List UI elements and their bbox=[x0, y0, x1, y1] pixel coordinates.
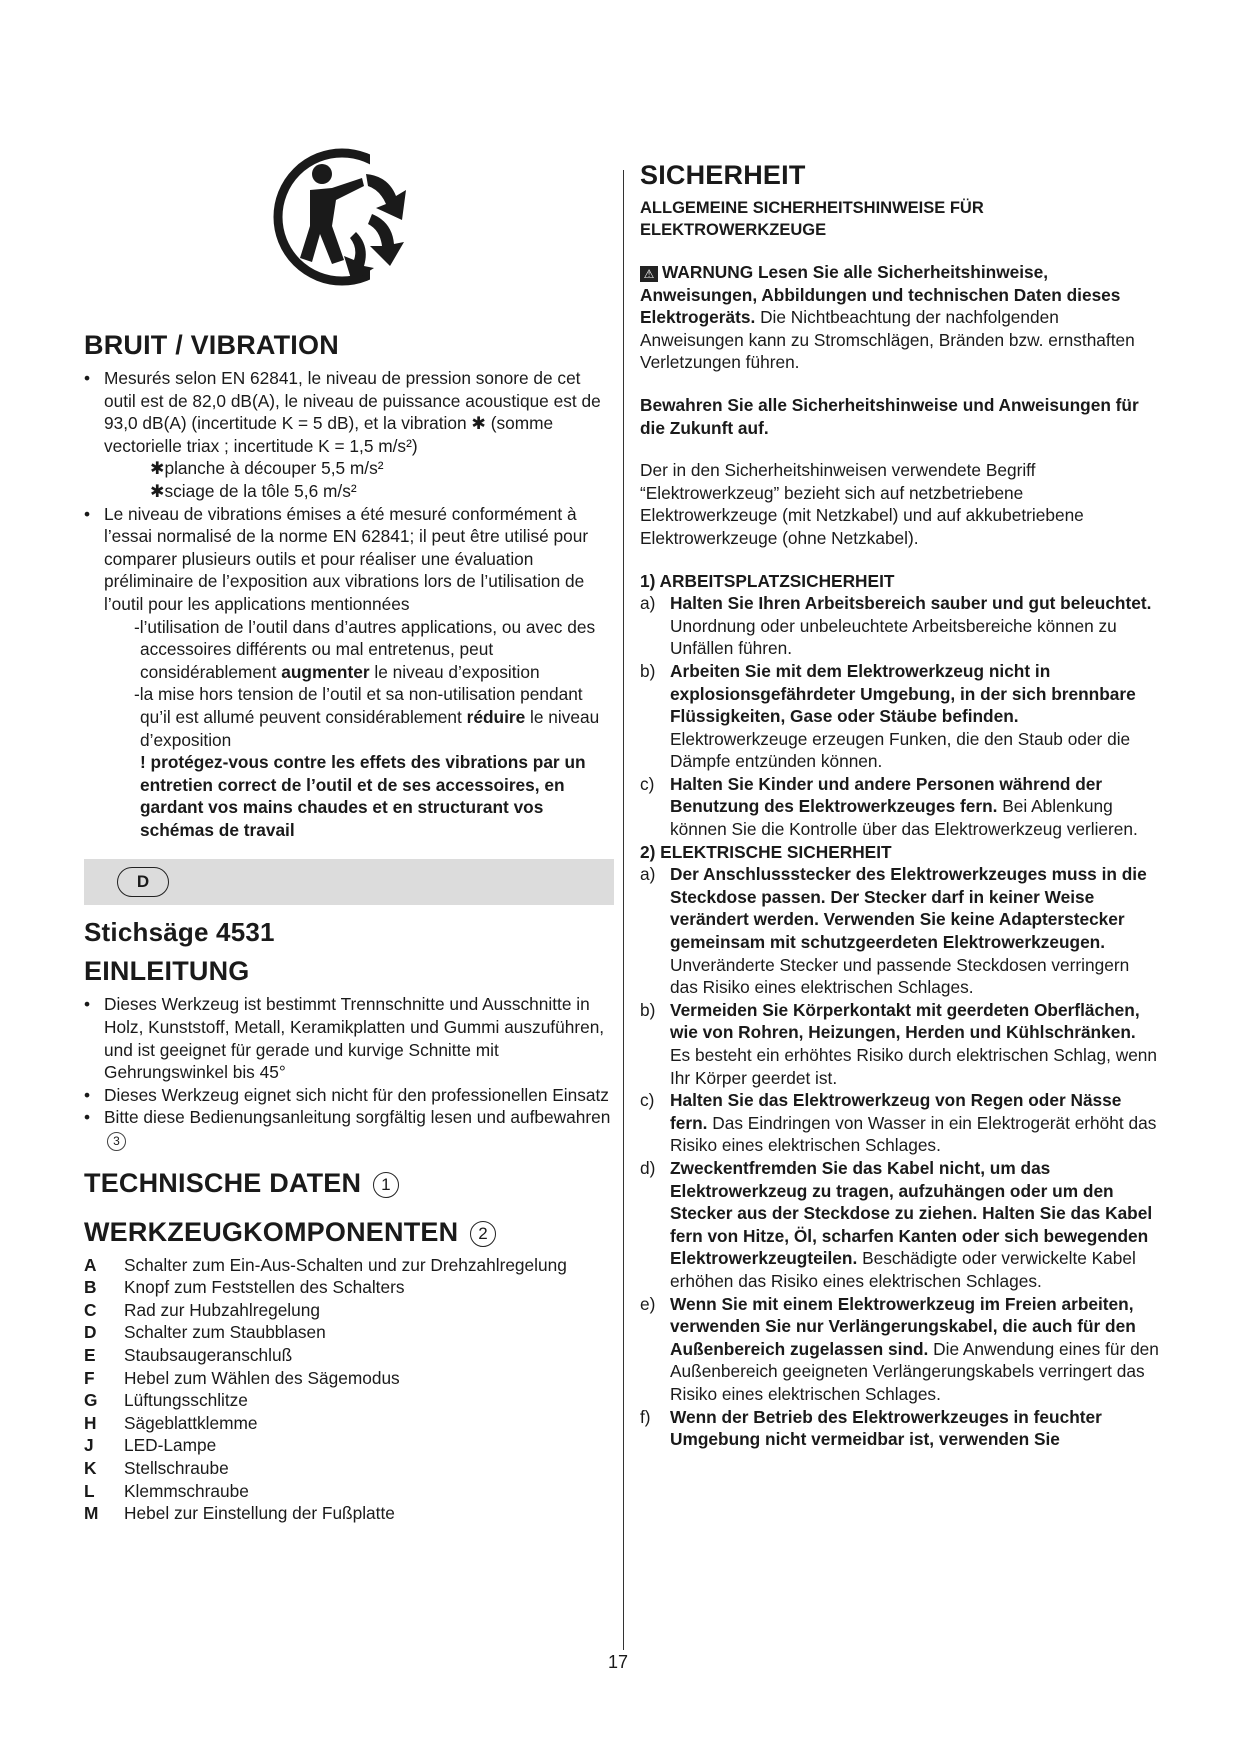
recycle-triman-icon bbox=[270, 142, 420, 292]
noise-measurement-body: Mesurés selon EN 62841, le niveau de pression sonore de cet outil est de 82,0 dB(A), le niveau de puissance acoustique est de 93,0 dB(A) (incertitude K = 5 dB), et la vibration ✱ (somme vectorielle triax ; incertitude K = 1,5 m/s²) bbox=[104, 368, 601, 456]
vibration-increase-note: -l’utilisation de l’outil dans d’autres applications, ou avec des accessoires différents ou mal entretenus, peut considérablement augmenter le niveau d’exposition bbox=[134, 616, 596, 682]
vibration-level-body: Le niveau de vibrations émises a été mesuré conformément à l’essai normalisé de la norme EN 62841; il peut être utilisé pour comparer plusieurs outils et pour réaliser une évaluation préliminaire de l’exposition aux vibrations lors de l’utilisation de l’outil pour les applications mentionnées bbox=[104, 503, 589, 614]
noise-list bbox=[84, 367, 614, 841]
safety-item: a) Halten Sie Ihren Arbeitsbereich sauber und gut beleuchtet. Unordnung oder unbeleuchtete Arbeitsbereiche können zu Unfällen führen. bbox=[640, 593, 1152, 659]
noise-measurement-text bbox=[84, 367, 614, 503]
component-row: G Lüftungsschlitze bbox=[84, 1390, 248, 1411]
component-row: D Schalter zum Staubblasen bbox=[84, 1322, 326, 1343]
page-number: 17 bbox=[608, 1652, 629, 1672]
language-badge: D bbox=[117, 867, 169, 897]
component-row: B Knopf zum Feststellen des Schalters bbox=[84, 1277, 405, 1298]
safety-item: c) Halten Sie Kinder und andere Personen während der Benutzung des Elektrowerkzeuges fern. Bei Ablenkung können Sie die Kontrolle über das Elektrowerkzeug verlieren. bbox=[640, 773, 1138, 840]
safety-item: a) Der Anschlussstecker des Elektrowerkzeuges muss in die Steckdose passen. Der Stecker darf in keiner Weise verändert werden. Verwenden Sie keine Adapterstecker gemeinsam mit schutzgeerdeten Elektrowerkzeugen. Unveränderte Stecker und passende Steckdosen verringern das Risiko eines elektrischen Schlages. bbox=[640, 864, 1147, 998]
section-electrical-title: 2) ELEKTRISCHE SICHERHEIT bbox=[640, 841, 892, 862]
component-row: H Sägeblattklemme bbox=[84, 1412, 258, 1433]
ref-circle: 3 bbox=[107, 1132, 126, 1151]
components-list bbox=[84, 1254, 614, 1525]
component-row: L Klemmschraube bbox=[84, 1480, 249, 1501]
intro-item: • Dieses Werkzeug eignet sich nicht für den professionellen Einsatz bbox=[84, 1084, 614, 1107]
component-row: K Stellschraube bbox=[84, 1457, 229, 1478]
term-definition: Der in den Sicherheitshinweisen verwendete Begriff “Elektrowerkzeug” bezieht sich auf netzbetriebene Elektrowerkzeuge (mit Netzkabel) und auf akkubetriebene Elektrowerkzeuge (ohne Netzkabel). bbox=[640, 460, 1084, 548]
vibration-reduce-note: -la mise hors tension de l’outil et sa non-utilisation pendant qu’il est allumé peuvent considérablement réduire le niveau d’exposition bbox=[134, 684, 600, 750]
vibration-value-sheet: ✱sciage de la tôle 5,6 m/s² bbox=[150, 480, 357, 501]
component-row: F Hebel zum Wählen des Sägemodus bbox=[84, 1367, 400, 1388]
component-row: J LED-Lampe bbox=[84, 1435, 217, 1456]
ref-circle: 2 bbox=[470, 1221, 496, 1247]
safety-title: SICHERHEIT bbox=[640, 160, 806, 190]
intro-list bbox=[84, 993, 614, 1151]
safety-subtitle: ALLGEMEINE SICHERHEITSHINWEISE FÜR ELEKTROWERKZEUGE bbox=[640, 199, 984, 239]
right-column bbox=[640, 160, 1160, 1451]
component-row: M Hebel zur Einstellung der Fußplatte bbox=[84, 1503, 395, 1524]
component-row: C Rad zur Hubzahlregelung bbox=[84, 1299, 320, 1320]
section-workplace-title: 1) ARBEITSPLATZSICHERHEIT bbox=[640, 570, 895, 591]
ref-circle: 1 bbox=[373, 1172, 399, 1198]
noise-vibration-title: BRUIT / VIBRATION bbox=[84, 330, 339, 360]
intro-title: EINLEITUNG bbox=[84, 956, 250, 987]
components-title: WERKZEUGKOMPONENTEN 2 bbox=[84, 1217, 614, 1248]
tech-data-title: TECHNISCHE DATEN 1 bbox=[84, 1168, 614, 1199]
safety-item: d) Zweckentfremden Sie das Kabel nicht, um das Elektrowerkzeug zu tragen, aufzuhängen oder um den Stecker aus der Steckdose zu ziehen. Halten Sie das Kabel fern von Hitze, Öl, scharfen Kanten oder sich bewegenden Elektrowerkzeugteilen. Beschädigte oder verwickelte Kabel erhöhen das Risiko eines elektrischen Schlages. bbox=[640, 1157, 1153, 1291]
vibration-value-plank: ✱planche à découper 5,5 m/s² bbox=[150, 458, 384, 479]
vibration-level-text bbox=[84, 503, 614, 842]
vibration-warning: ! protégez-vous contre les effets des vibrations par un entretien correct de l’outil et de ses accessoires, en gardant vos mains chaudes et en structurant vos schémas de travail bbox=[140, 752, 586, 840]
product-title: Stichsäge 4531 bbox=[84, 917, 275, 948]
safety-item: e) Wenn Sie mit einem Elektrowerkzeug im Freien arbeiten, verwenden Sie nur Verlängerungskabel, die auch für den Außenbereich zugelassen sind. Die Anwendung eines für den Außenbereich geeigneten Verlängerungskabels verringert das Risiko eines elektrischen Schlages. bbox=[640, 1293, 1159, 1404]
component-row: E Staubsaugeranschluß bbox=[84, 1345, 293, 1365]
safety-item: c) Halten Sie das Elektrowerkzeug von Regen oder Nässe fern. Das Eindringen von Wasser in ein Elektrogerät erhöht das Risiko eines elektrischen Schlages. bbox=[640, 1090, 1157, 1156]
safety-item: b) Vermeiden Sie Körperkontakt mit geerdeten Oberflächen, wie von Rohren, Heizungen, Herden und Kühlschränken. Es besteht ein erhöhtes Risiko durch elektrischen Schlag, wenn Ihr Körper geerdet ist. bbox=[640, 999, 1158, 1088]
column-divider bbox=[623, 170, 624, 1650]
intro-item: • Dieses Werkzeug ist bestimmt Trennschnitte und Ausschnitte in Holz, Kunststoff, Metall, Keramikplatten und Gummi auszuführen, und ist geeignet für gerade und kurvige Schnitte mit Gehrungswinkel bis 45° bbox=[84, 993, 614, 1083]
language-bar bbox=[84, 859, 614, 905]
warning-icon: ⚠ bbox=[640, 266, 658, 282]
left-column bbox=[84, 330, 614, 1525]
safety-item: f) Wenn der Betrieb des Elektrowerkzeuges in feuchter Umgebung nicht vermeidbar ist, verwenden Sie bbox=[640, 1406, 1102, 1450]
safety-item: b) Arbeiten Sie mit dem Elektrowerkzeug nicht in explosionsgefährdeter Umgebung, in der sich brennbare Flüssigkeiten, Gase oder Stäube befinden. Elektrowerkzeuge erzeugen Funken, die den Staub oder die Dämpfe entzünden können. bbox=[640, 660, 1136, 772]
warning-paragraph: ⚠ WARNUNG Lesen Sie alle Sicherheitshinweise, Anweisungen, Abbildungen und technischen Daten dieses Elektrogeräts. Die Nichtbeachtung der nachfolgenden Anweisungen kann zu Stromschlägen, Bränden bzw. ernsthaften Verletzungen führen. bbox=[640, 262, 1135, 373]
keep-instructions: Bewahren Sie alle Sicherheitshinweise und Anweisungen für die Zukunft auf. bbox=[640, 394, 1139, 438]
intro-item: • Bitte diese Bedienungsanleitung sorgfältig lesen und aufbewahren 3 bbox=[84, 1106, 614, 1151]
component-row: A Schalter zum Ein-Aus-Schalten und zur Drehzahlregelung bbox=[84, 1254, 567, 1275]
